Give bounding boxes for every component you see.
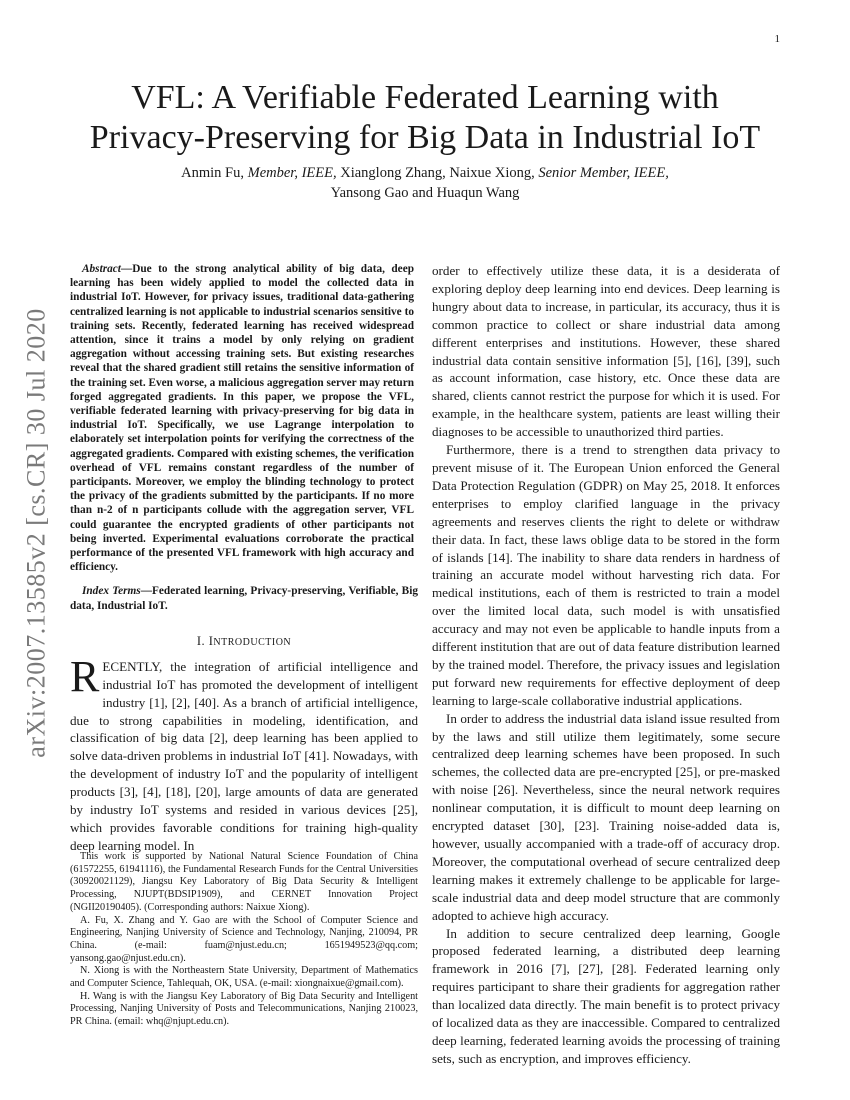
abstract: [70, 262, 418, 574]
intro-paragraph-1: [70, 651, 418, 855]
footnote-affiliation-1: A. Fu, X. Zhang and Y. Gao are with the School of Computer Science and Engineering, Nanjing University of Science and Technology, Nanjing, 210094, PR China. (e-mail: fuam@njust.edu.cn; 1651949523@qq.com; yansong.gao@njust.edu.cn).: [70, 914, 418, 964]
author-line-2: Yansong Gao and Huaqun Wang: [330, 185, 520, 201]
author-list: [60, 163, 790, 203]
left-column: [70, 262, 418, 855]
index-terms-text: —Federated learning, Privacy-preserving, Verifiable, Big data, Industrial IoT.: [70, 585, 418, 612]
footnote-affiliation-2: N. Xiong is with the Northeastern State University, Department of Mathematics and Computer Science, Tahlequah, OK, USA. (e-mail: xiongnaixue@gmail.com).: [70, 965, 418, 990]
footnote-funding: This work is supported by National Natural Science Foundation of China (61572255, 61941116), the Fundamental Research Funds for the Central Universities (30920021129), Jiangsu Key Laboratory of Big Data Security & Intelligent Processing, NJUPT(BDSIP1909), and CERNET Innovation Project (NGII20190405). (Corresponding authors: Naixue Xiong).: [70, 851, 418, 913]
abstract-label: Abstract: [82, 263, 121, 275]
abstract-text: —Due to the strong analytical ability of big data, deep learning has been widely applied to model the collected data in industrial IoT. However, for privacy issues, traditional data-gathering centralized learning is not applicable to industrial scenarios sensitive to training sets. Recently, federated learning has received widespread attention, since it trains a model by only relying on gradient aggregation without accessing training sets. But existing researches reveal that the shared gradient still retains the sensitive information of the training set. Even worse, a malicious aggregation server may return forged aggregated gradients. In this paper, we propose the VFL, verifiable federated learning with privacy-preserving for big data in industrial IoT. Specifically, we use Lagrange interpolation to elaborately set interpolation points for verifying the correctness of the aggregated gradients. Compared with existing schemes, the verification overhead of VFL remains constant regardless of the number of participants. Moreover, we employ the blinding technology to protect the privacy of the gradients submitted by the participants. If no more than n-2 of n participants collude with the aggregation server, VFL could guarantee the encrypted gradients of other participants not being inverted. Experimental evaluations corroborate the practical performance of the presented VFL framework with high accuracy and efficiency.: [70, 263, 414, 574]
paper-title: [60, 78, 790, 158]
section-numeral: I. I: [196, 633, 214, 648]
section-title: NTRODUCTION: [213, 636, 292, 648]
section-heading-introduction: [70, 633, 418, 652]
page-number: 1: [774, 33, 780, 45]
author-2-3: Xianglong Zhang, Naixue Xiong,: [340, 165, 535, 181]
body-paragraph-3: In order to address the industrial data island issue resulted from by the laws and still utilize them legitimately, some secure centralized deep learning schemes have been proposed. In such schemes, the collected data are pre-encrypted [25], or pre-masked with noise [26]. Nevertheless, since the neural network requires nonlinear computation, it is difficult to mount deep learning on encrypted dataset [30], [23]. Training noise-added data is, however, usually accompanied with a trade-off of accuracy drop. Moreover, the computational overhead of secure centralized deep learning makes it extremely challenge to be applicable for large-scale industrial data and deep model structure that are commonly adopted to achieve high accuracy.: [432, 710, 780, 923]
body-paragraph-1: order to effectively utilize these data, it is a desiderata of exploring deploy deep learning into end devices. Deep learning is hungry about data to increase, in particular, its accuracy, thus it is common practice to collect or share industrial data among different enterprises and institutions. However, these shared industrial data contain sensitive information [5], [16], [39], such as account information, case history, etc. Once these data are shared, clients cannot restrict the purpose for which it is used. For example, in the healthcare system, patients are least willing their diagnoses to be accessible to unauthorized third parties.: [432, 263, 780, 440]
body-paragraph-2: Furthermore, there is a trend to strengthen data privacy to prevent misuse of it. The European Union enforced the General Data Protection Regulation (GDPR) on May 25, 2018. It enforces enterprises to employ clarified language in the privacy agreements and reserves clients the right to delete or withdraw their data. In fact, these laws oblige data to be stored in the form of islands [14]. The inability to share data renders in hardness of training an accurate model without harvesting rich data. For medical institutions, each of them is restricted to train a model over the limited local data, such model is with unsatisfied accuracy and may not even be applicable to handle inputs from a different institution that are out of data feature distribution learned by the trained model. Therefore, the privacy issues and legislation put forward new requirements for effective deployment of deep learning to large-scale collaborative industrial applications.: [432, 442, 780, 708]
footnote-affiliation-3: H. Wang is with the Jiangsu Key Laboratory of Big Data Security and Intelligent Processing, Nanjing University of Posts and Telecommunications, Nanjing 210023, PR China. (email: whq@njupt.edu.cn).: [70, 990, 418, 1028]
arxiv-identifier-text: arXiv:2007.13585v2 [cs.CR] 30 Jul 2020: [22, 308, 52, 758]
intro-paragraph-1-text: ECENTLY, the integration of artificial intelligence and industrial IoT has promoted the development of intelligent industry [1], [2], [40]. As a branch of artificial intelligence, due to strong capabilities in modeling, identification, and classification of big data [2], deep learning has been applied to solve data-driven problems in industrial IoT [41]. Nowadays, with the development of industry IoT and the popularity of intelligent products [3], [4], [18], [20], large amounts of data are generated by industry IoT systems and resided in various devices [25], which provides favorable conditions for training high-quality deep learning model. In: [70, 658, 418, 853]
title-line-2: Privacy-Preserving for Big Data in Industrial IoT: [89, 119, 761, 156]
drop-cap: R: [70, 651, 100, 701]
body-paragraph-4: In addition to secure centralized deep learning, Google proposed federated learning, a distributed deep learning framework in 2016 [7], [27], [28]. Federated learning only requires participant to share their gradients for aggregation rather than localized data directly. The main benefit is to protect privacy of localized data as they are inaccessible. Compared to centralized deep learning, federated learning avoids the processing of training sets, such as encryption, and improves efficiency.: [432, 925, 780, 1066]
arxiv-identifier-stamp: [6, 268, 68, 798]
title-line-1: VFL: A Verifiable Federated Learning with: [131, 79, 719, 116]
index-terms-label: Index Terms: [82, 585, 141, 598]
author-1: Anmin Fu,: [181, 165, 244, 181]
index-terms: [70, 584, 418, 612]
author-3-role: Senior Member, IEEE,: [538, 165, 669, 181]
right-column: [432, 262, 780, 1068]
author-1-role: Member, IEEE,: [247, 165, 337, 181]
footnotes: [70, 851, 418, 1029]
